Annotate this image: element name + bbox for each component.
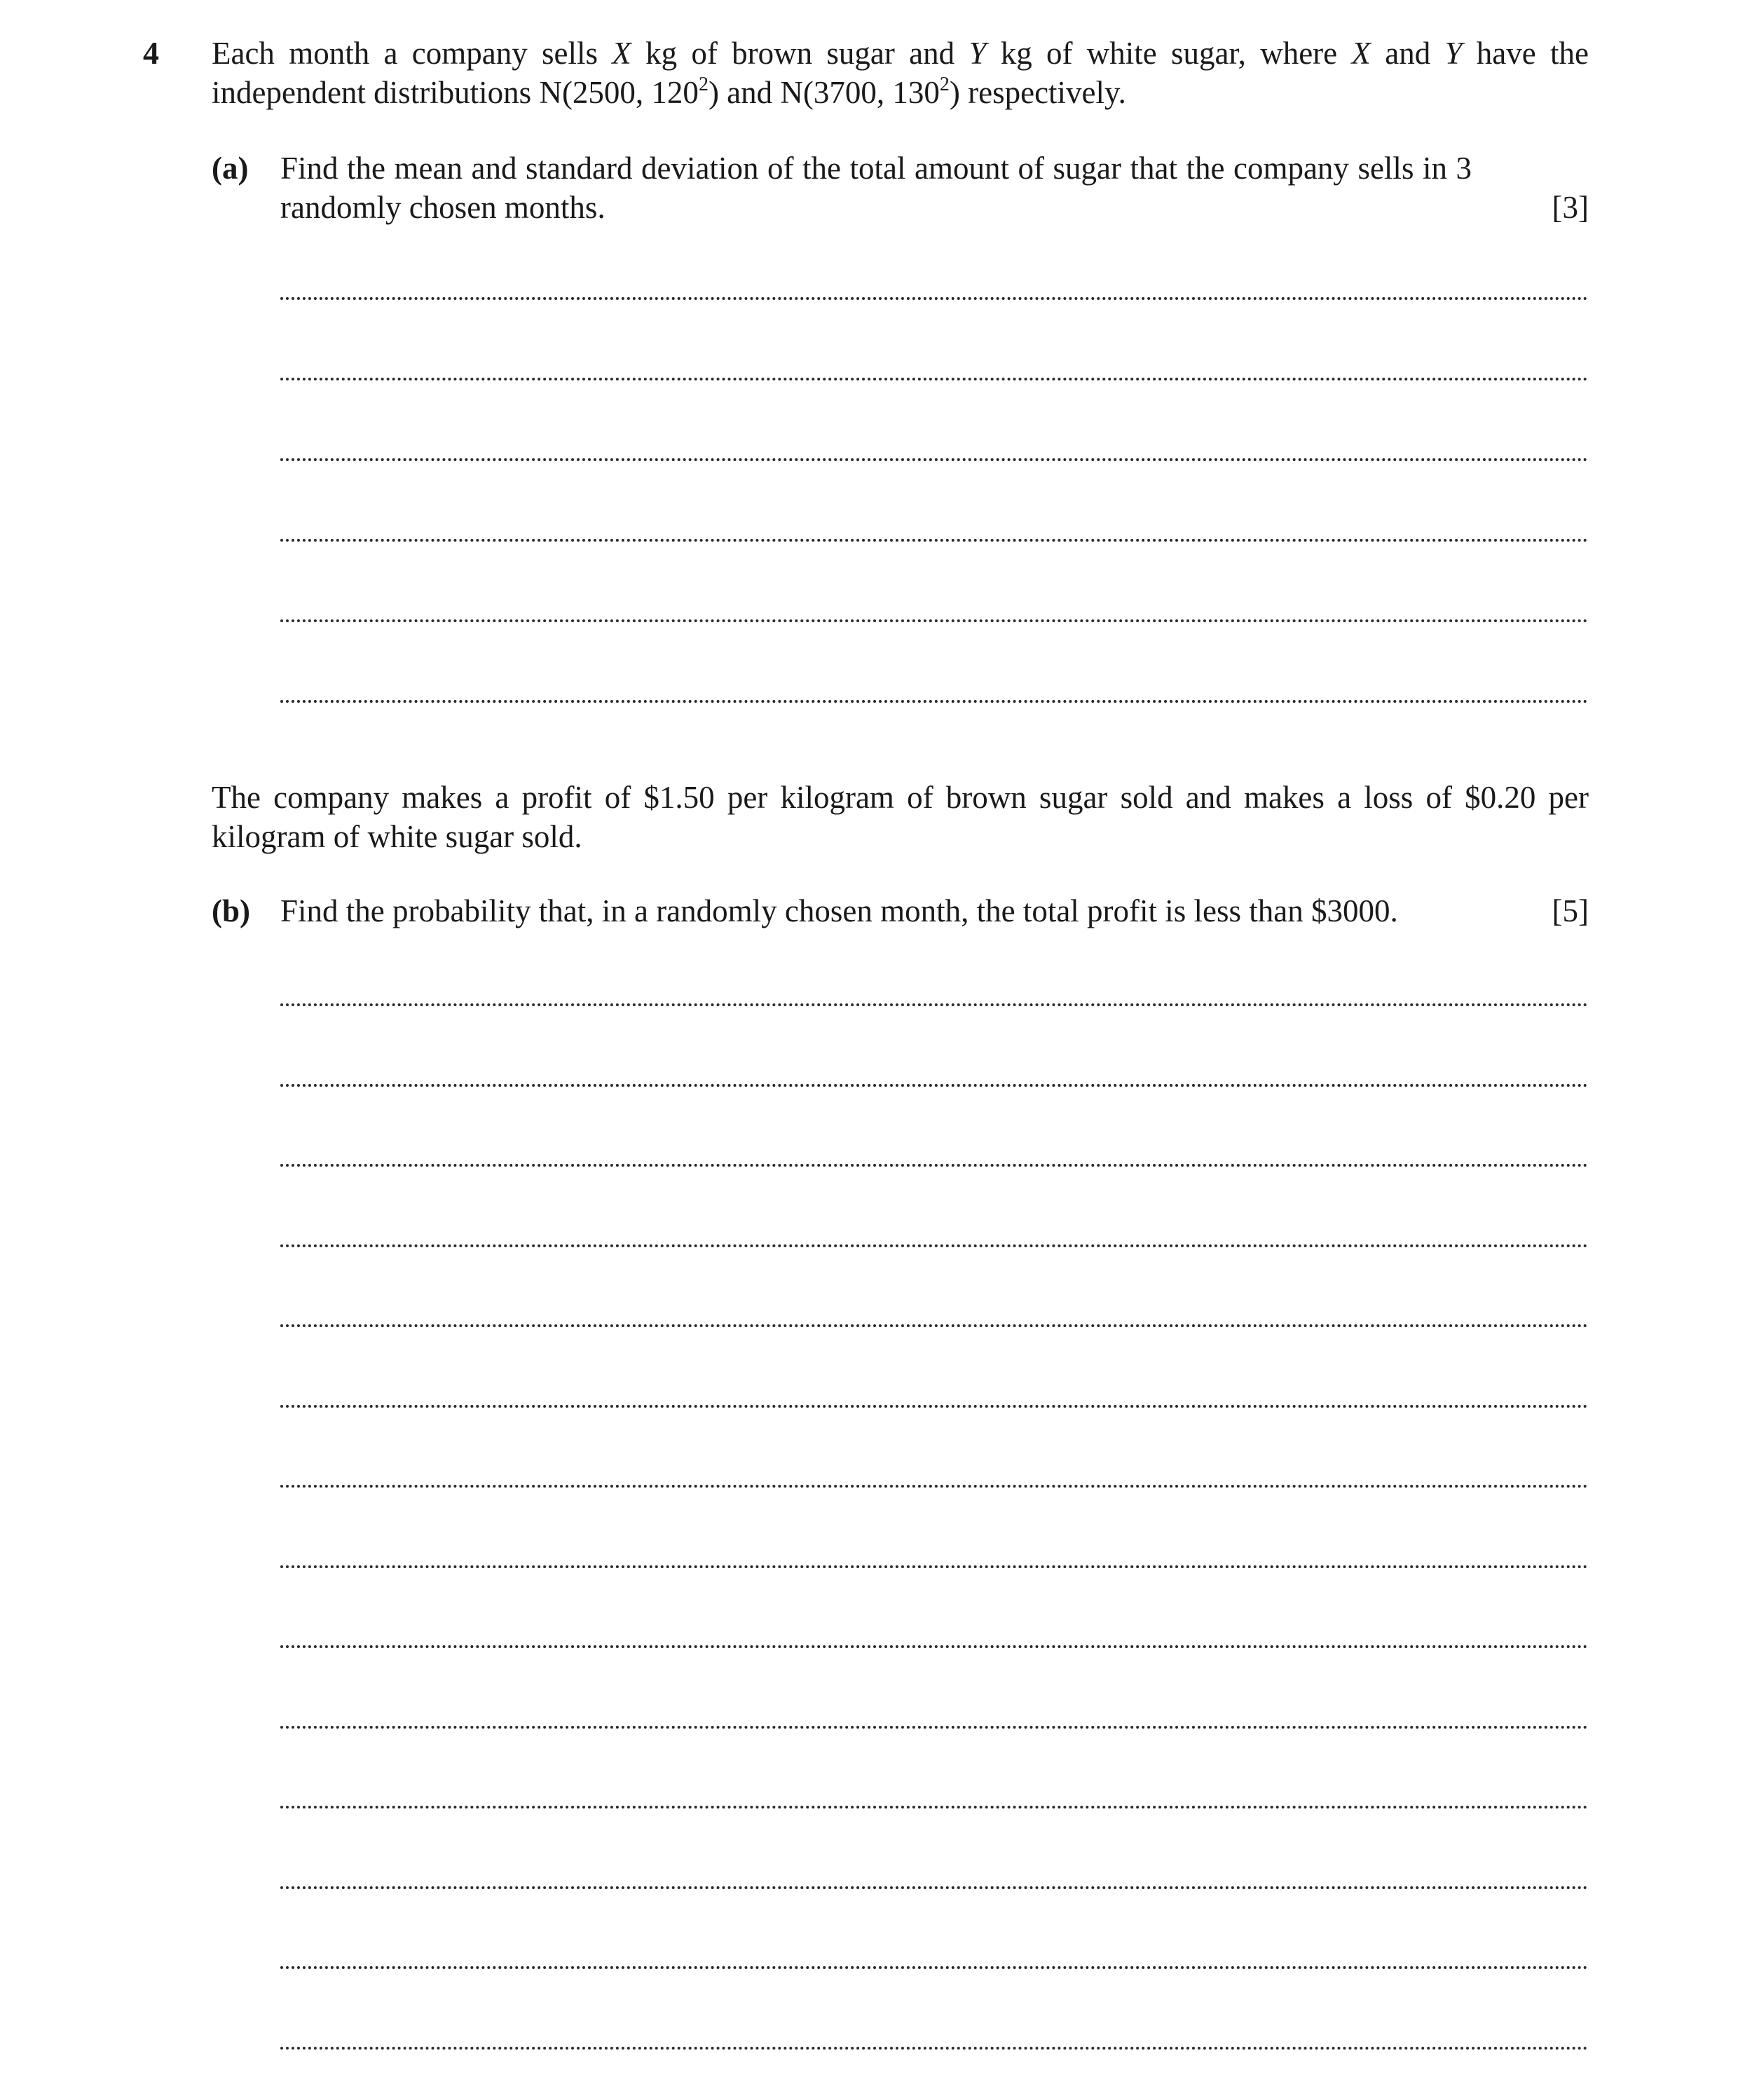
variable-y-second: Y [1444,36,1463,71]
intro-text-4: and [1370,36,1445,71]
answer-line[interactable] [280,1485,1588,1488]
question-intro [212,34,1589,112]
part-a-marks: [3] [1552,190,1589,225]
answer-line[interactable] [280,1244,1588,1247]
answer-line[interactable] [280,2047,1588,2050]
answer-line[interactable] [280,1003,1588,1006]
answer-line[interactable] [280,1645,1588,1648]
answer-line[interactable] [280,619,1588,622]
question-number: 4 [143,35,159,71]
variable-x: X [612,36,631,71]
intro-text-7: ) respectively. [949,75,1126,110]
answer-line[interactable] [280,378,1588,380]
answer-line[interactable] [280,1966,1588,1969]
answer-line[interactable] [280,1405,1588,1408]
part-b-marks: [5] [1552,893,1589,928]
variable-x-second: X [1351,36,1371,71]
answer-line[interactable] [280,1164,1588,1167]
part-b-label: (b) [212,893,250,928]
answer-line[interactable] [280,1886,1588,1889]
variable-y: Y [969,36,987,71]
answer-line[interactable] [280,1084,1588,1087]
answer-line[interactable] [280,1565,1588,1568]
intro-text-3: kg of white sugar, where [986,36,1352,71]
profit-statement: The company makes a profit of $1.50 per kilogram of brown sugar sold and makes a loss of $0.20 per kilogram of white sugar sold. [212,780,1589,854]
answer-line[interactable] [280,1726,1588,1729]
part-b-text: Find the probability that, in a randomly chosen month, the total profit is less than $3000. [280,893,1398,928]
answer-line[interactable] [280,1806,1588,1809]
answer-line[interactable] [280,297,1588,300]
intro-text-2: kg of brown sugar and [631,36,969,71]
answer-line[interactable] [280,458,1588,461]
superscript-1: 2 [698,74,709,95]
intro-text-6: ) and N(3700, 130 [708,75,940,110]
answer-line[interactable] [280,700,1588,703]
part-a-label: (a) [212,151,249,186]
answer-line[interactable] [280,1324,1588,1327]
intro-text-5: have the independent distributions N(2500, 120 [212,36,1589,110]
superscript-2: 2 [939,74,950,95]
answer-line[interactable] [280,539,1588,542]
part-a-text: Find the mean and standard deviation of the total amount of sugar that the company sells in 3 randomly chosen months. [280,151,1472,225]
intro-text-1: Each month a company sells [212,36,613,71]
